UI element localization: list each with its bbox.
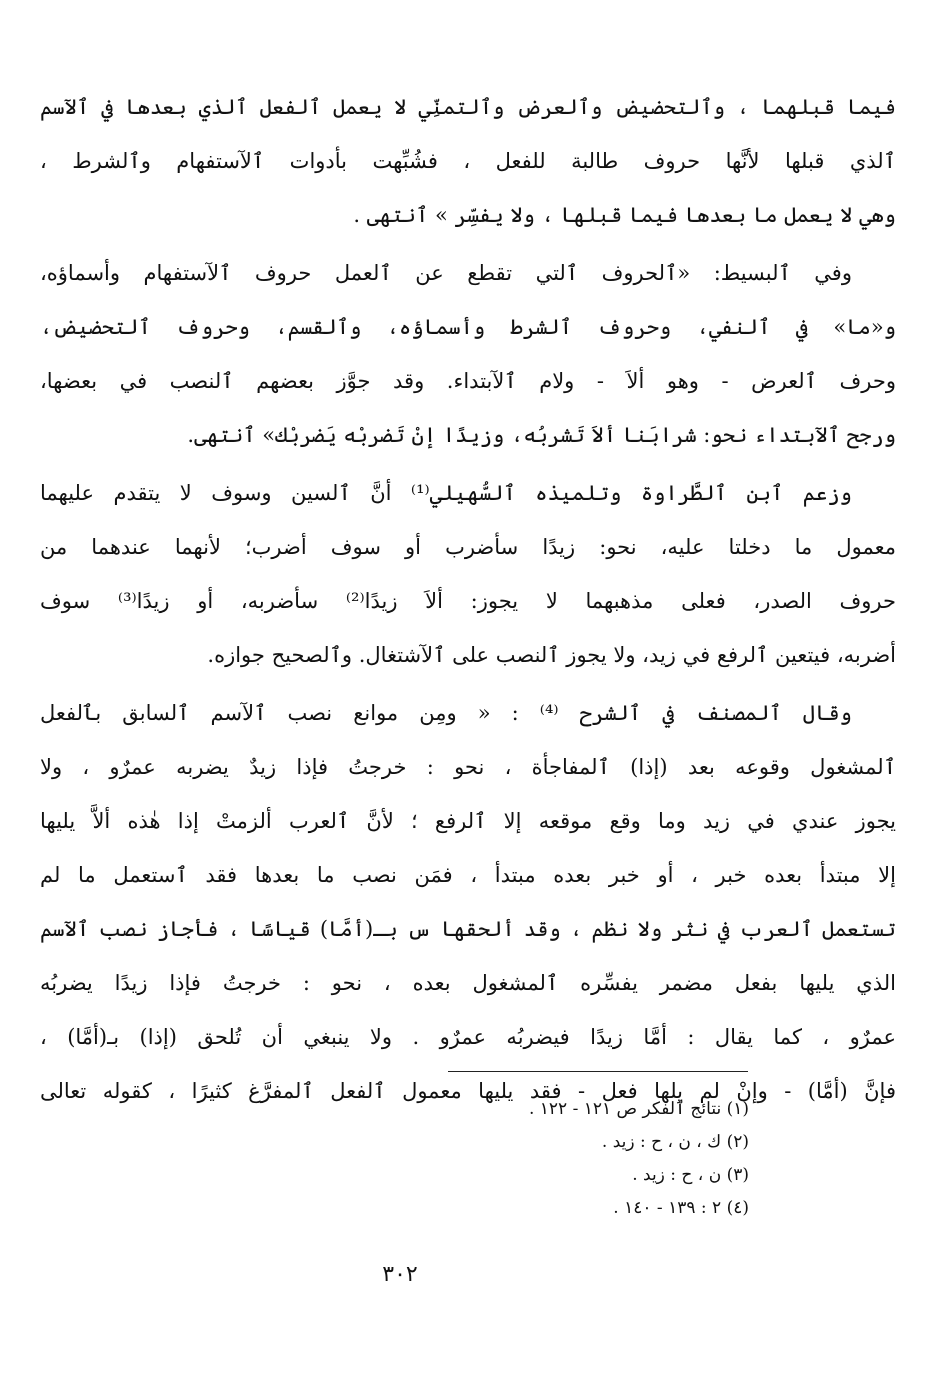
text-line: ٱلمشغول وقوعه بعد (إذا) ٱلمفاجأة ، نحو : خرجتُ فإذا زيدٌ يضربه عمرٌو ، ولا: [40, 755, 896, 779]
footnotes: [300, 1093, 749, 1225]
text-line: الذي يليها بفعل مضمر يفسِّره ٱلمشغول بعده ، نحو : خرجتُ فإذا زيدًا يضربُه: [40, 971, 896, 995]
footnote-separator: [448, 1071, 748, 1072]
text-line: وقال ٱلمصنف في ٱلشرح ⁽⁴⁾ : « ومِن موانع نصب ٱلآسم ٱلسابق بٱلفعل: [40, 701, 852, 725]
text-line: أضربه، فيتعين ٱلرفع في زيد، ولا يجوز ٱلنصب على ٱلآشتغال. وٱلصحيح جوازه.: [207, 643, 896, 667]
text-line: فإنَّ (أمَّا) - وإنْ لم يلها فعل - فقد يليها معمول ٱلفعل ٱلمفرَّغ كثيرًا ، كقوله تعالى: [40, 1079, 896, 1103]
footnote: (٢) ك ، ن ، ح : زيد .: [601, 1132, 749, 1152]
text-line: فيما قبلهما ، وٱلتحضيض وٱلعرض وٱلتمنِّي لا يعمل ٱلفعل ٱلذي بعدها في ٱلآسم: [40, 95, 896, 119]
main-text: [40, 80, 896, 1118]
text-line: وهي لا يعمل ما بعدها فيما قبلها ، ولا يفسِّر » ٱنتهى .: [353, 203, 896, 227]
text-line: ورجح ٱلآبتداء نحو: شرابَنا ألاَ تَشربُه، وزيدًا إنْ تَضربْه يَضربْك» ٱنتهى.: [187, 423, 896, 447]
text-line: يجوز عندي في زيد وما وقع موقعه إلا ٱلرفع ؛ لأنَّ ٱلعرب ألزمتْ إذا هٰذه ألاَّ يليها: [40, 809, 896, 833]
text-line: و«ما» في ٱلنفي، وحروف ٱلشرط وأسماؤه، وٱلقسم، وحروف ٱلتحضيض،: [40, 315, 896, 339]
text-line: حروف الصدر، فعلى مذهبهما لا يجوز: ألاَ زيدًا⁽²⁾ سأضربه، أو زيدًا⁽³⁾ سوف: [40, 589, 896, 613]
text-line: ٱلذي قبلها لأنَّها حروف طالبة للفعل ، فشُبِّهت بأدوات ٱلآستفهام وٱلشرط ،: [40, 149, 896, 173]
page-number: ٣٠٢: [382, 1262, 418, 1287]
text-line: معمول ما دخلتا عليه، نحو: زيدًا سأضرب أو سوف أضرب؛ لأنهما عندهما من: [40, 535, 896, 559]
text-line: وفي ٱلبسيط: «ٱلحروف ٱلتي تقطع عن ٱلعمل حروف ٱلآستفهام وأسماؤه،: [40, 261, 852, 285]
text-line: وحرف ٱلعرض - وهو ألاَ - ولام ٱلآبتداء. وقد جوَّز بعضهم ٱلنصب في بعضها،: [40, 369, 896, 393]
text-line: تستعمل ٱلعرب في نثر ولا نظم ، وقد ألحقها س بـ(أمَّا) قياسًا ، فأجاز نصب ٱلآسم: [40, 917, 896, 941]
text-line: إلا مبتدأ بعده خبر ، أو خبر بعده مبتدأ ، فمَن نصب ما بعدها فقد ٱستعمل ما لم: [40, 863, 896, 887]
text-line: عمرٌو ، كما يقال : أمَّا زيدًا فيضربُه عمرٌو . ولا ينبغي أن تُلحق (إذا) بـ(أمَّا) ،: [40, 1025, 896, 1049]
footnote: (٣) ن ، ح : زيد .: [632, 1165, 749, 1185]
footnote: (٤) ٢ : ١٣٩ - ١٤٠ .: [613, 1198, 749, 1218]
footnote: (١) نتائج ٱلفكر ص ١٢١ - ١٢٢ .: [528, 1099, 749, 1119]
text-line: وزعم ٱبن ٱلطَّراوة وتلميذه ٱلسُّهيلي⁽¹⁾ أنَّ ٱلسين وسوف لا يتقدم عليهما: [40, 481, 852, 505]
